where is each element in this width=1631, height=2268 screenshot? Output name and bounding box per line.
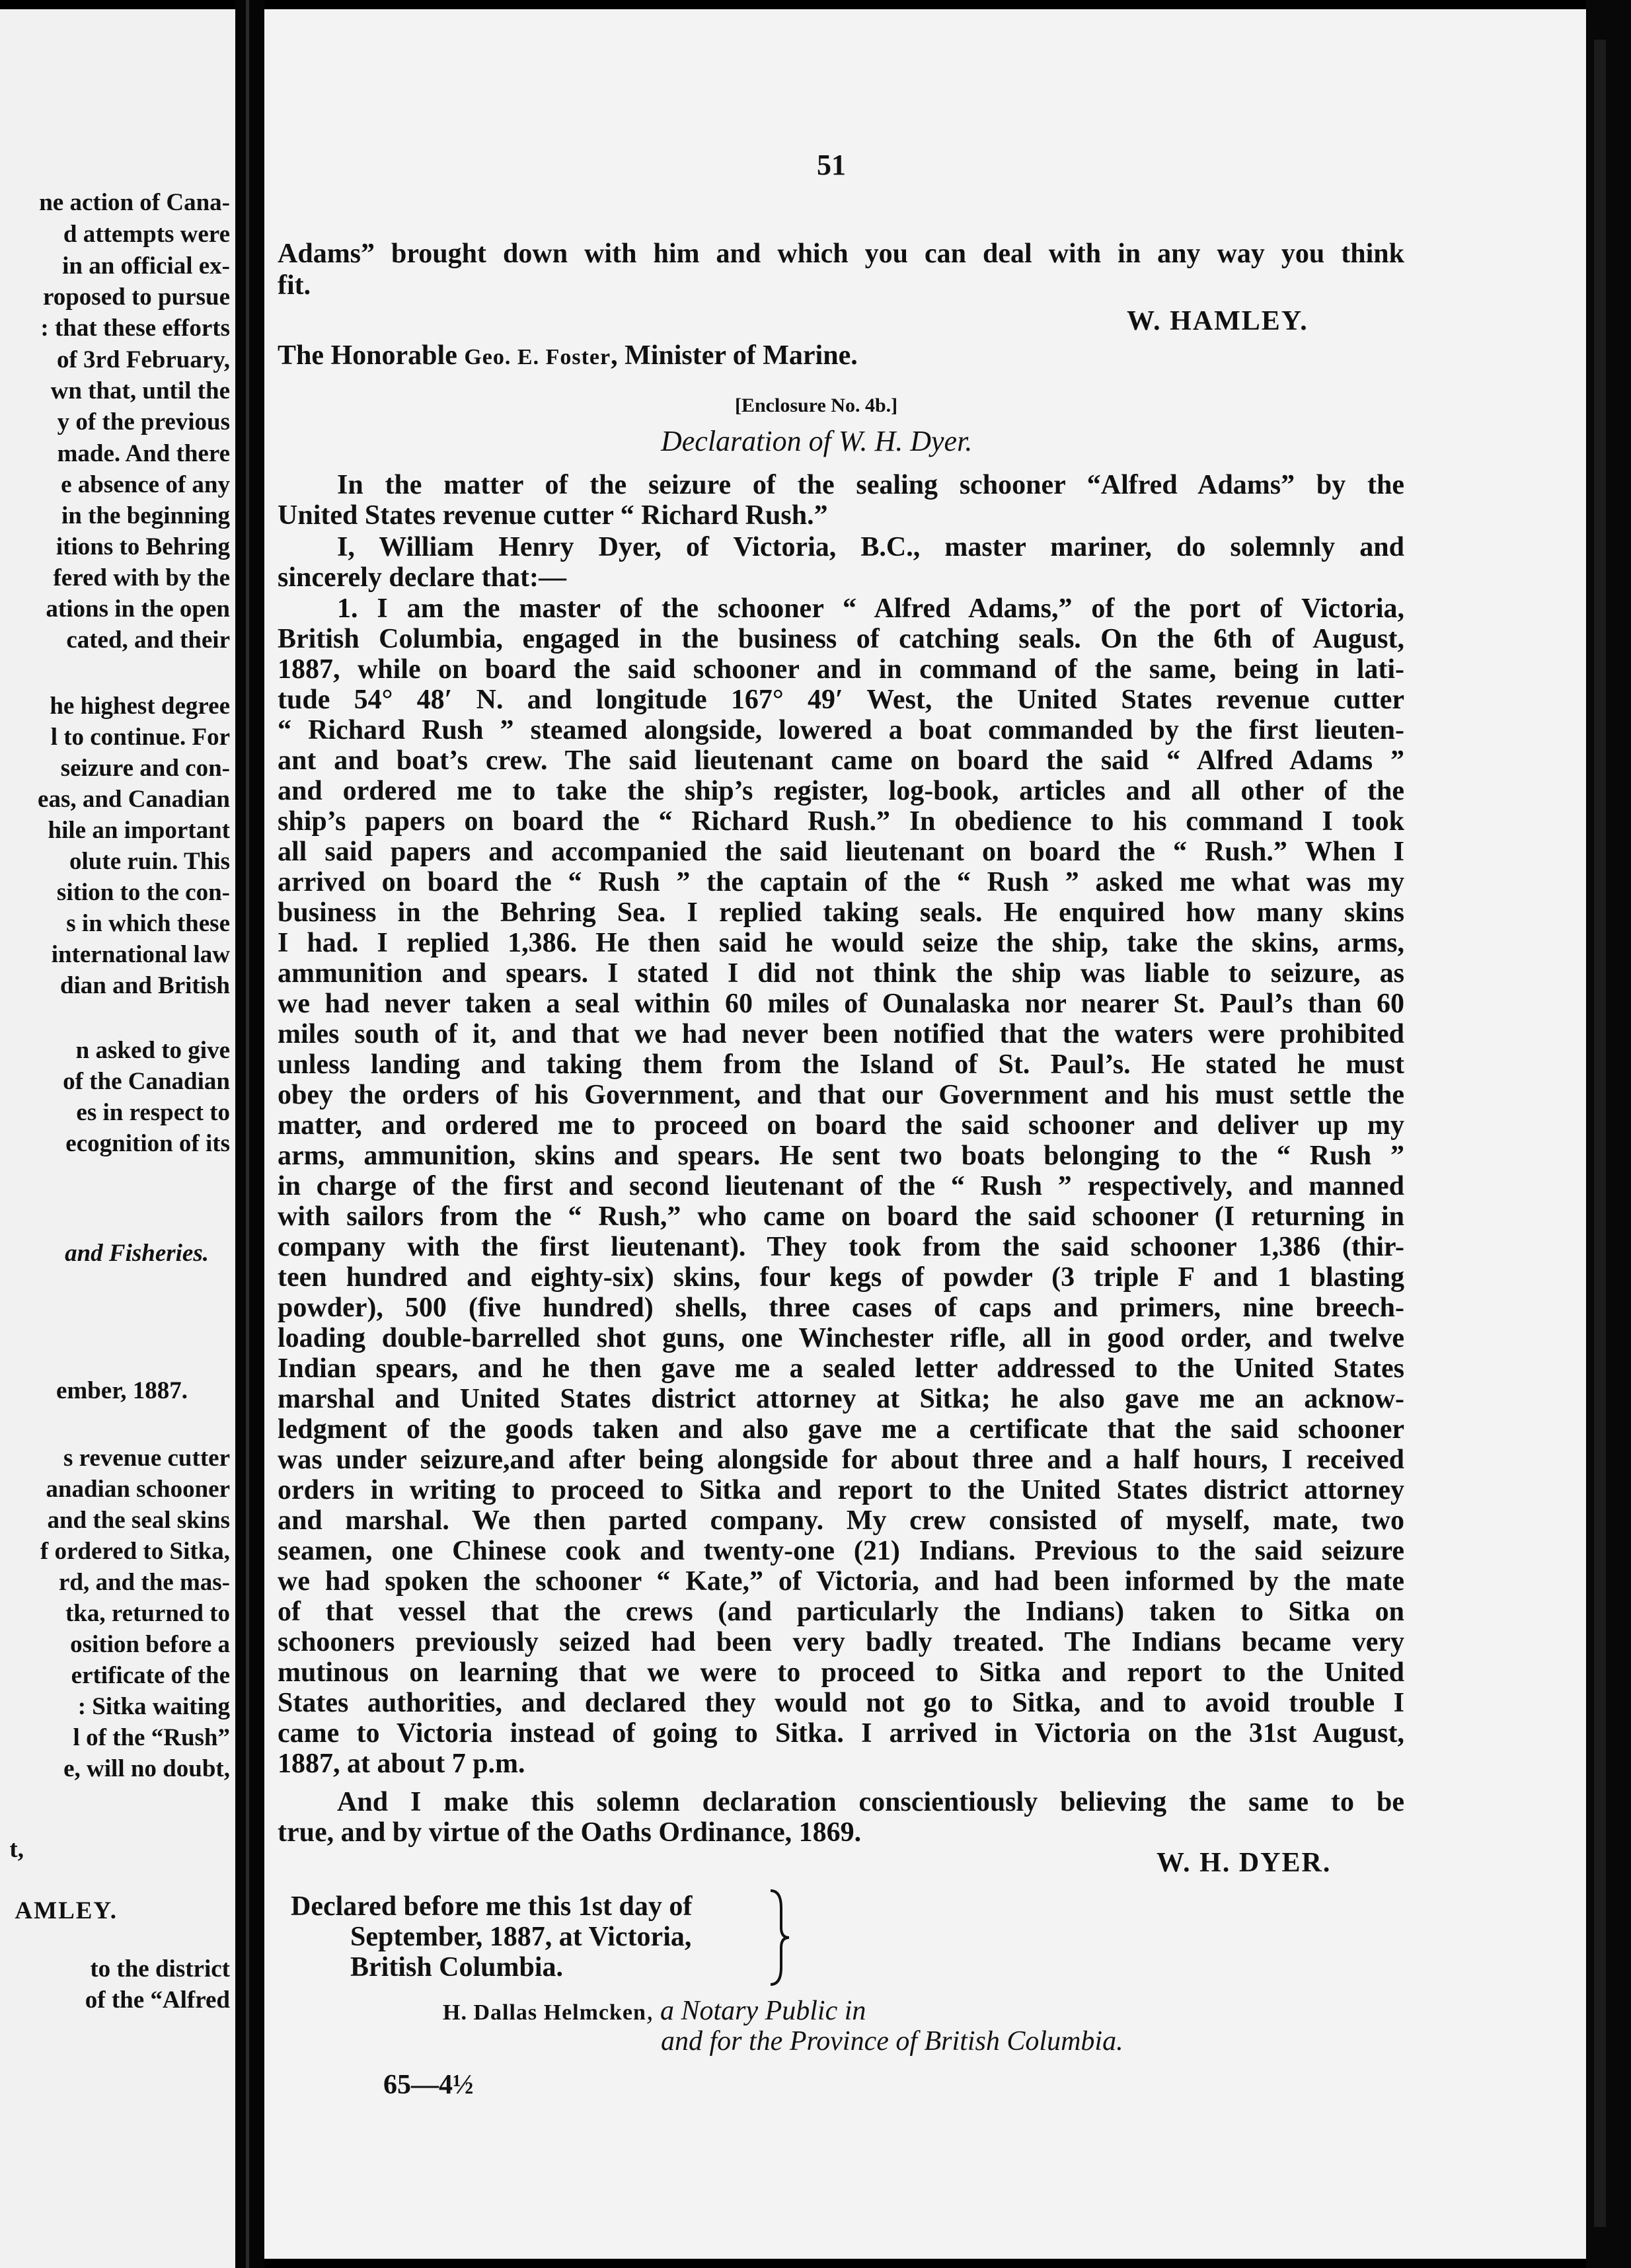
left-page-line: AMLEY.	[15, 1897, 118, 1924]
left-page-line: cated, and their	[66, 626, 230, 654]
body-line: all said papers and accompanied the said lieutenant on board the “ Rush.” When I	[278, 837, 1404, 867]
left-page-line: e, will no doubt,	[63, 1755, 230, 1782]
declared-before-line: September, 1887, at Victoria,	[350, 1922, 692, 1952]
document-page	[264, 9, 1586, 2259]
body-line: marshal and United States district attorney at Sitka; he also gave me an acknow-	[278, 1384, 1404, 1414]
body-line: came to Victoria instead of going to Sitka. I arrived in Victoria on the 31st August,	[278, 1718, 1404, 1749]
body-line: we had spoken the schooner “ Kate,” of Victoria, and had been informed by the mate	[278, 1566, 1404, 1597]
body-line: and marshal. We then parted company. My crew consisted of myself, mate, two	[278, 1505, 1404, 1536]
left-page-line: y of the previous	[57, 408, 230, 435]
notary-jurisdiction: and for the Province of British Columbia.	[661, 2026, 1123, 2057]
left-page-line: ecognition of its	[65, 1130, 230, 1157]
left-page-line: of the Canadian	[63, 1068, 230, 1095]
left-page-line: to the district	[90, 1955, 230, 1983]
body-line: schooners previously seized had been very badly treated. The Indians became very	[278, 1627, 1404, 1657]
body-line: of that vessel that the crews (and particularly the Indians) taken to Sitka on	[278, 1597, 1404, 1627]
left-page-line: ember, 1887.	[56, 1377, 188, 1404]
left-page-line: and the seal skins	[47, 1507, 230, 1534]
body-line: company with the first lieutenant). They took from the said schooner 1,386 (thir-	[278, 1232, 1404, 1262]
book-gutter	[235, 0, 264, 2268]
signature-dyer: W. H. DYER.	[1157, 1848, 1332, 1878]
left-page-line: and Fisheries.	[65, 1240, 209, 1267]
left-page-line: dian and British	[59, 972, 230, 999]
body-line: seamen, one Chinese cook and twenty-one (21) Indians. Previous to the said seizure	[278, 1536, 1404, 1566]
left-facing-page	[0, 9, 235, 2268]
body-line: And I make this solemn declaration conscientiously believing the same to be	[337, 1787, 1404, 1817]
body-line: and ordered me to take the ship’s register, log-book, articles and all other of the	[278, 776, 1404, 806]
addressee-line	[278, 340, 858, 373]
notary-line	[443, 1995, 866, 2029]
body-line: I, William Henry Dyer, of Victoria, B.C., master mariner, do solemnly and	[337, 532, 1404, 562]
left-page-line: l of the “Rush”	[73, 1724, 230, 1751]
body-line: arms, ammunition, skins and spears. He sent two boats belonging to the “ Rush ”	[278, 1141, 1404, 1171]
left-page-line: wn that, until the	[50, 377, 230, 404]
body-line: States authorities, and declared they would not go to Sitka, and to avoid trouble I	[278, 1688, 1404, 1718]
left-page-line: itions to Behring	[56, 533, 230, 560]
left-page-line: rd, and the mas-	[58, 1569, 230, 1596]
body-line: we had never taken a seal within 60 miles of Ounalaska nor nearer St. Paul’s than 60	[278, 989, 1404, 1019]
left-page-line: : Sitka waiting	[77, 1693, 230, 1720]
body-line: with sailors from the “ Rush,” who came on board the said schooner (I returning in	[278, 1201, 1404, 1232]
left-page-line: eas, and Canadian	[38, 786, 230, 813]
left-page-line: osition before a	[70, 1631, 230, 1658]
declared-before-line: Declared before me this 1st day of	[291, 1891, 693, 1922]
notary-title: , a Notary Public in	[646, 1996, 866, 2026]
left-page-line: d attempts were	[63, 221, 230, 248]
left-page-line: e absence of any	[61, 471, 230, 498]
body-line: matter, and ordered me to proceed on board the said schooner and deliver up my	[278, 1110, 1404, 1141]
body-line: miles south of it, and that we had never been notified that the waters were prohibited	[278, 1019, 1404, 1049]
left-page-line: ertificate of the	[71, 1662, 230, 1689]
body-line: ammunition and spears. I stated I did not think the ship was liable to seizure, as	[278, 958, 1404, 989]
left-page-line: made. And there	[57, 440, 230, 467]
body-line: powder), 500 (five hundred) shells, three cases of caps and primers, nine breech-	[278, 1293, 1404, 1323]
body-line: loading double-barrelled shot guns, one Winchester rifle, all in good order, and twelve	[278, 1323, 1404, 1353]
left-page-line: in an official ex-	[62, 252, 230, 280]
left-page-line: s in which these	[66, 910, 230, 937]
left-page-line: roposed to pursue	[42, 284, 230, 311]
body-line: obey the orders of his Government, and that our Government and his must settle the	[278, 1080, 1404, 1110]
left-page-line: ations in the open	[46, 595, 230, 623]
body-line: In the matter of the seizure of the sealing schooner “Alfred Adams” by the	[337, 470, 1404, 500]
body-line: business in the Behring Sea. I replied taking seals. He enquired how many skins	[278, 897, 1404, 928]
addressee-prefix: The Honorable	[278, 340, 465, 371]
left-page-line: international law	[51, 941, 230, 968]
left-page-line: fered with by the	[53, 564, 230, 591]
left-page-line: hile an important	[48, 817, 230, 844]
left-page-line: n asked to give	[75, 1037, 230, 1064]
left-page-line: tka, returned to	[65, 1600, 230, 1627]
body-line: sincerely declare that:—	[278, 562, 567, 593]
left-page-line: : that these efforts	[40, 315, 230, 342]
addressee-name: Geo. E. Foster	[464, 345, 611, 369]
left-page-line: f ordered to Sitka,	[40, 1538, 230, 1565]
left-page-line: l to continue. For	[50, 724, 230, 751]
body-line: United States revenue cutter “ Richard Rush.”	[278, 500, 828, 531]
left-page-line: es in respect to	[76, 1099, 230, 1126]
page-number: 51	[817, 149, 846, 181]
body-line: teen hundred and eighty-six) skins, four kegs of powder (3 triple F and 1 blasting	[278, 1262, 1404, 1293]
body-line: ship’s papers on board the “ Richard Rush.” In obedience to his command I took	[278, 806, 1404, 837]
signature-hamley: W. HAMLEY.	[1127, 306, 1309, 336]
left-page-line: of the “Alfred	[85, 1986, 230, 2014]
enclosure-label: [Enclosure No. 4b.]	[735, 395, 898, 416]
body-line: in charge of the first and second lieutenant of the “ Rush ” respectively, and manned	[278, 1171, 1404, 1201]
body-line: tude 54° 48′ N. and longitude 167° 49′ West, the United States revenue cutter	[278, 685, 1404, 715]
left-page-line: sition to the con-	[56, 879, 230, 906]
bracket-brace	[767, 1888, 793, 1987]
body-line: true, and by virtue of the Oaths Ordinance, 1869.	[278, 1817, 862, 1848]
left-page-line: t,	[9, 1836, 24, 1863]
left-page-line: olute ruin. This	[69, 848, 230, 875]
declaration-title: Declaration of W. H. Dyer.	[661, 425, 973, 457]
left-page-line: seizure and con-	[60, 755, 230, 782]
body-line: Adams” brought down with him and which you can deal with in any way you think	[278, 239, 1404, 269]
left-page-line: ne action of Cana-	[39, 189, 230, 216]
body-line: 1. I am the master of the schooner “ Alfred Adams,” of the port of Victoria,	[337, 593, 1404, 624]
body-line: fit.	[278, 270, 311, 301]
body-line: mutinous on learning that we were to proceed to Sitka and report to the United	[278, 1657, 1404, 1688]
footer-signature-mark: 65—4½	[383, 2070, 474, 2100]
left-page-line: of 3rd February,	[56, 346, 230, 373]
body-line: British Columbia, engaged in the business of catching seals. On the 6th of August,	[278, 624, 1404, 654]
left-page-line: anadian schooner	[46, 1476, 230, 1503]
addressee-suffix: , Minister of Marine.	[611, 340, 858, 371]
body-line: 1887, while on board the said schooner and in command of the same, being in lati-	[278, 654, 1404, 685]
body-line: Indian spears, and he then gave me a sealed letter addressed to the United States	[278, 1353, 1404, 1384]
left-page-line: he highest degree	[50, 693, 230, 720]
body-line: ledgment of the goods taken and also gave me a certificate that the said schooner	[278, 1414, 1404, 1445]
left-page-line: s revenue cutter	[63, 1445, 230, 1472]
body-line: “ Richard Rush ” steamed alongside, lowered a boat commanded by the first lieuten-	[278, 715, 1404, 745]
notary-name: H. Dallas Helmcken	[443, 2000, 646, 2025]
body-line: I had. I replied 1,386. He then said he would seize the ship, take the skins, arms,	[278, 928, 1404, 958]
left-page-line: in the beginning	[61, 502, 230, 529]
body-line: 1887, at about 7 p.m.	[278, 1749, 525, 1779]
body-line: arrived on board the “ Rush ” the captain of the “ Rush ” asked me what was my	[278, 867, 1404, 897]
body-line: unless landing and taking them from the Island of St. Paul’s. He stated he must	[278, 1049, 1404, 1080]
body-line: ant and boat’s crew. The said lieutenant came on board the said “ Alfred Adams ”	[278, 745, 1404, 776]
scan-right-edge	[1586, 0, 1631, 2268]
declared-before-line: British Columbia.	[350, 1952, 564, 1983]
body-line: was under seizure,and after being alongside for about three and a half hours, I received	[278, 1445, 1404, 1475]
body-line: orders in writing to proceed to Sitka and report to the United States district attorney	[278, 1475, 1404, 1505]
